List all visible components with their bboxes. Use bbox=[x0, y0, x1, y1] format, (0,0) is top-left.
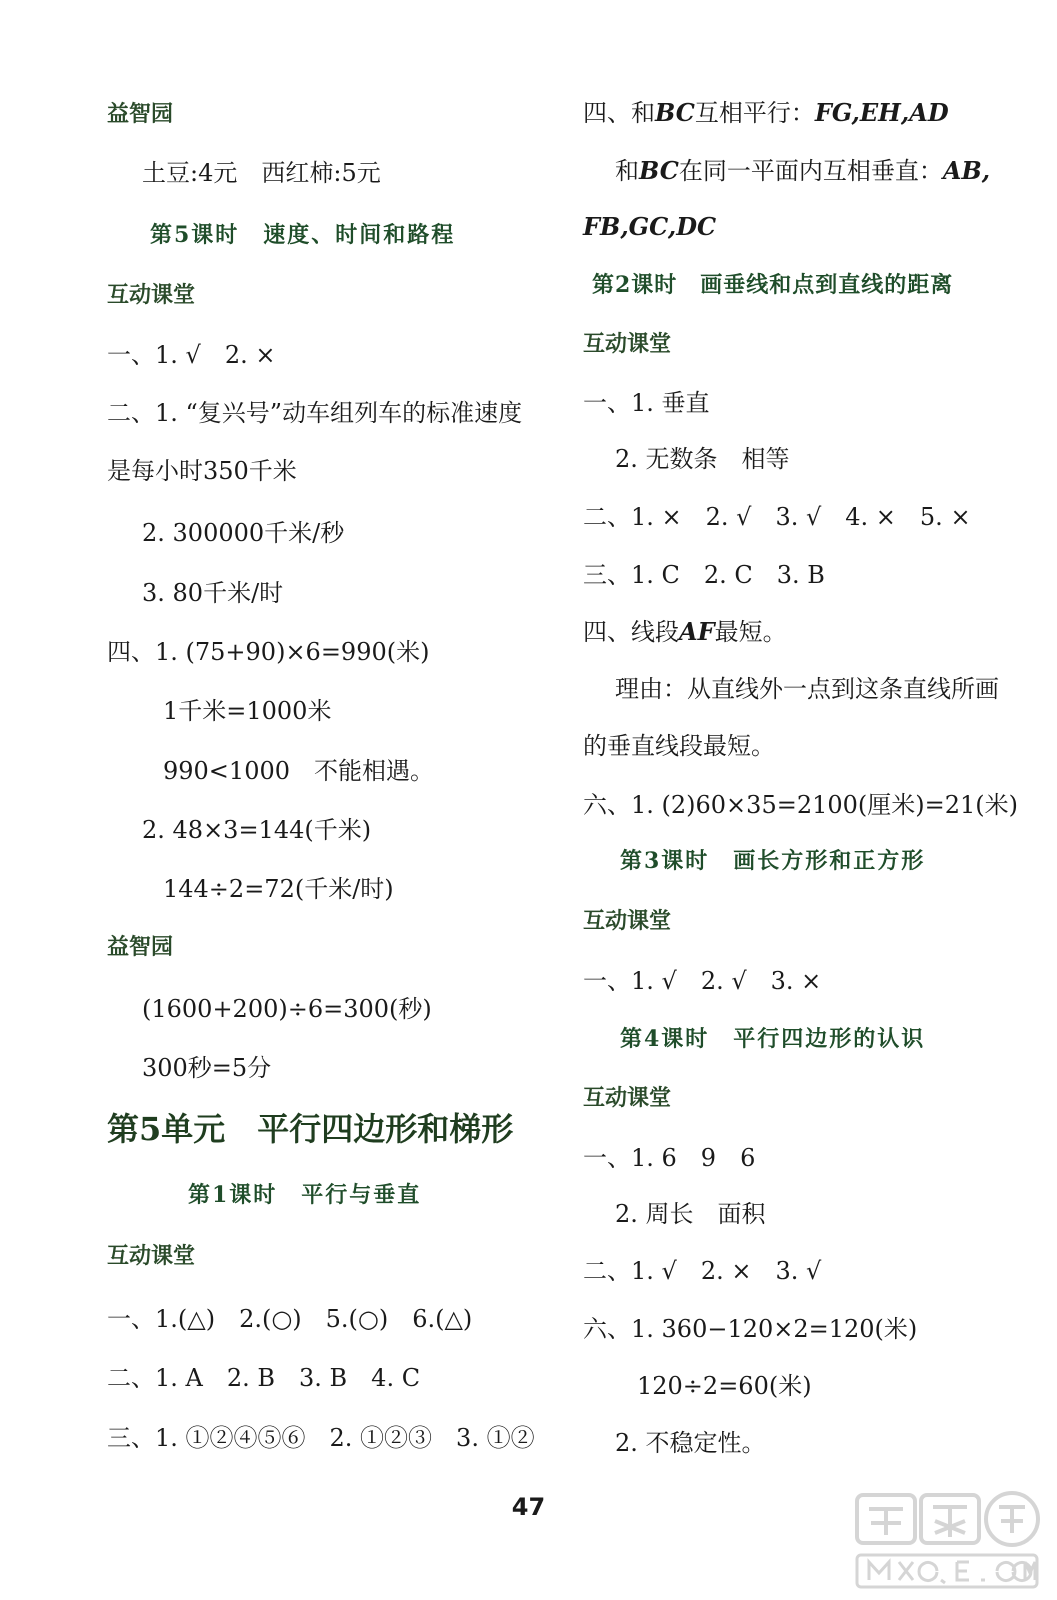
answer-text: 在同一平面内互相垂直： bbox=[678, 157, 943, 185]
answer-line: 一、1. √ 2. × bbox=[107, 341, 276, 369]
answer-line bbox=[615, 156, 990, 186]
section-heading: 互动课堂 bbox=[107, 1244, 196, 1269]
answer-line bbox=[583, 98, 949, 128]
math-text: AB, bbox=[942, 156, 991, 185]
answer-line: 2. 无数条 相等 bbox=[615, 445, 790, 473]
answer-line: 一、1. √ 2. √ 3. × bbox=[583, 967, 822, 995]
answer-line: 是每小时350千米 bbox=[107, 457, 297, 485]
math-text: BC bbox=[655, 98, 695, 127]
answer-line: 的垂直线段最短。 bbox=[583, 732, 775, 760]
answer-line: 一、1. 6 9 6 bbox=[583, 1144, 756, 1172]
section-heading: 益智园 bbox=[107, 102, 174, 127]
answer-text: 四、和 bbox=[583, 99, 655, 127]
answer-line: 二、1. A 2. B 3. B 4. C bbox=[107, 1364, 421, 1392]
answer-line: 三、1. ①②④⑤⑥ 2. ①②③ 3. ①② bbox=[107, 1424, 535, 1452]
answer-text: 最短。 bbox=[714, 618, 787, 646]
answer-line: 144÷2=72(千米/时) bbox=[163, 875, 394, 903]
section-heading: 互动课堂 bbox=[107, 283, 196, 308]
math-text: AF bbox=[679, 617, 715, 646]
lesson-title: 第2课时 画垂线和点到直线的距离 bbox=[592, 272, 954, 298]
lesson-title: 第3课时 画长方形和正方形 bbox=[620, 848, 926, 874]
answer-line: 一、1. 垂直 bbox=[583, 389, 710, 417]
answer-line: 2. 48×3=144(千米) bbox=[142, 816, 372, 844]
watermark-logo-icon bbox=[847, 1485, 1047, 1595]
answer-text: 互相平行： bbox=[694, 99, 815, 127]
answer-line: 990<1000 不能相遇。 bbox=[163, 757, 434, 785]
answer-line: 二、1. “复兴号”动车组列车的标准速度 bbox=[107, 399, 523, 427]
section-heading: 互动课堂 bbox=[583, 909, 672, 934]
answer-line: 2. 不稳定性。 bbox=[615, 1429, 766, 1457]
answer-text: 四、线段 bbox=[583, 618, 679, 646]
answer-line: 3. 80千米/时 bbox=[142, 579, 284, 607]
answer-line: 三、1. C 2. C 3. B bbox=[583, 561, 825, 589]
answer-line: 理由：从直线外一点到这条直线所画 bbox=[615, 675, 999, 703]
answer-line: (1600+200)÷6=300(秒) bbox=[142, 995, 432, 1023]
answer-line: 一、1.(△) 2.(○) 5.(○) 6.(△) bbox=[107, 1305, 473, 1333]
lesson-title: 第4课时 平行四边形的认识 bbox=[620, 1026, 926, 1052]
answer-line: 六、1. 360−120×2=120(米) bbox=[583, 1315, 918, 1343]
answer-line: 2. 300000千米/秒 bbox=[142, 519, 345, 547]
answer-line: 土豆:4元 西红柿:5元 bbox=[142, 159, 381, 187]
answer-line: 2. 周长 面积 bbox=[615, 1200, 766, 1228]
unit-title: 第5单元 平行四边形和梯形 bbox=[107, 1110, 514, 1148]
answer-line: 1千米=1000米 bbox=[163, 697, 332, 725]
answer-line: FB,GC,DC bbox=[583, 212, 717, 241]
answer-line: 二、1. √ 2. × 3. √ bbox=[583, 1257, 822, 1285]
math-text: FG,EH,AD bbox=[814, 98, 949, 127]
page-number: 47 bbox=[511, 1493, 546, 1521]
section-heading: 互动课堂 bbox=[583, 1086, 672, 1111]
answer-line: 120÷2=60(米) bbox=[637, 1372, 812, 1400]
lesson-title: 第5课时 速度、时间和路程 bbox=[150, 222, 456, 248]
math-text: BC bbox=[639, 156, 679, 185]
answer-line: 六、1. (2)60×35=2100(厘米)=21(米) bbox=[583, 791, 1018, 819]
answer-text: 和 bbox=[615, 157, 639, 185]
section-heading: 益智园 bbox=[107, 935, 174, 960]
answer-line: 二、1. × 2. √ 3. √ 4. × 5. × bbox=[583, 503, 971, 531]
section-heading: 互动课堂 bbox=[583, 332, 672, 357]
answer-line: 四、1. (75+90)×6=990(米) bbox=[107, 638, 430, 666]
answer-line bbox=[583, 617, 787, 647]
lesson-title: 第1课时 平行与垂直 bbox=[188, 1182, 422, 1208]
answer-line: 300秒=5分 bbox=[142, 1054, 272, 1082]
